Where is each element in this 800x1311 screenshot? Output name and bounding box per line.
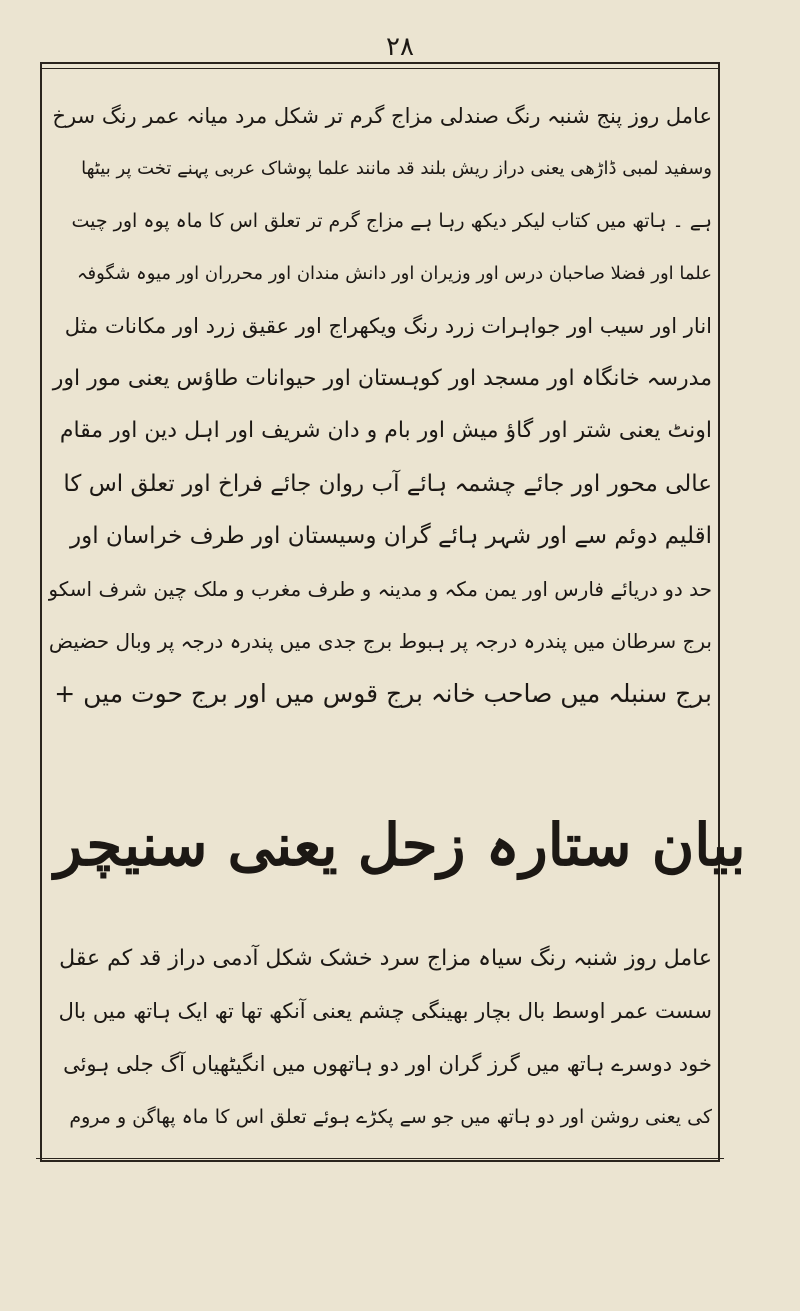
text-line: وسفید لمبی ڈاڑھی یعنی دراز ریش بلند قد مانند علما پوشاک عربی پہنے تخت پر بیٹھا	[81, 157, 712, 179]
text-line: عالی محور اور جائے چشمہ ہائے آب روان جائے فراخ اور تعلق اس کا	[63, 470, 712, 497]
text-line: اقلیم دوئم سے اور شہر ہائے گران وسیستان اور طرف خراسان اور	[70, 523, 712, 549]
text-line: اونٹ یعنی شتر اور گاؤ میش اور بام و دان شریف اور اہل دین اور مقام	[59, 418, 712, 443]
text-line: حد دو دریائے فارس اور یمن مکہ و مدینہ و طرف مغرب و ملک چین شرف اسکو	[48, 576, 712, 601]
text-line: کی یعنی روشن اور دو ہاتھ میں جو سے پکڑے ہوئے تعلق اس کا ماہ پھاگن و مروم	[69, 1106, 712, 1128]
text-line: ہے ۔ ہاتھ میں کتاب لیکر دیکھ رہا ہے مزاج گرم تر تعلق اس کا ماہ پوہ اور چیت	[71, 210, 712, 232]
text-line: سست عمر اوسط بال بچار بھینگی چشم یعنی آنکھ تھا تھ ایک ہاتھ میں بال	[58, 999, 712, 1023]
text-line: عامل روز پنج شنبہ رنگ صندلی مزاج گرم تر شکل مرد میانہ عمر رنگ سرخ	[52, 104, 712, 128]
text-line: مدرسہ خانگاہ اور مسجد اور کوہستان اور حیوانات طاؤس یعنی مور اور	[52, 365, 712, 391]
text-line: برج سرطان میں پندرہ درجہ پر ہبوط برج جدی میں پندرہ درجہ پر وبال حضیض	[48, 629, 712, 653]
section-2-text	[48, 932, 712, 1144]
text-line: عامل روز شنبہ رنگ سیاہ مزاج سرد خشک شکل آدمی دراز قد کم عقل	[59, 946, 712, 971]
border-inner-rule	[42, 68, 718, 69]
section-heading: بیان ستارہ زحل یعنی سنیچر	[54, 811, 746, 879]
text-line: خود دوسرے ہاتھ میں گرز گران اور دو ہاتھوں میں انگیٹھیاں آگ جلی ہوئی	[63, 1052, 712, 1076]
page-number: ۲۸	[386, 32, 414, 62]
text-line: انار اور سیب اور جواہرات زرد رنگ ویکھراج اور عقیق زرد اور مکانات مثل	[64, 314, 712, 338]
bottom-rule	[36, 1158, 724, 1159]
text-line: علما اور فضلا صاحبان درس اور وزیران اور دانش مندان اور محرران اور میوہ شگوفہ	[76, 262, 712, 284]
section-1-text	[48, 90, 712, 720]
text-line: برج سنبلہ میں صاحب خانہ برج قوس میں اور برج حوت میں +	[54, 678, 712, 708]
